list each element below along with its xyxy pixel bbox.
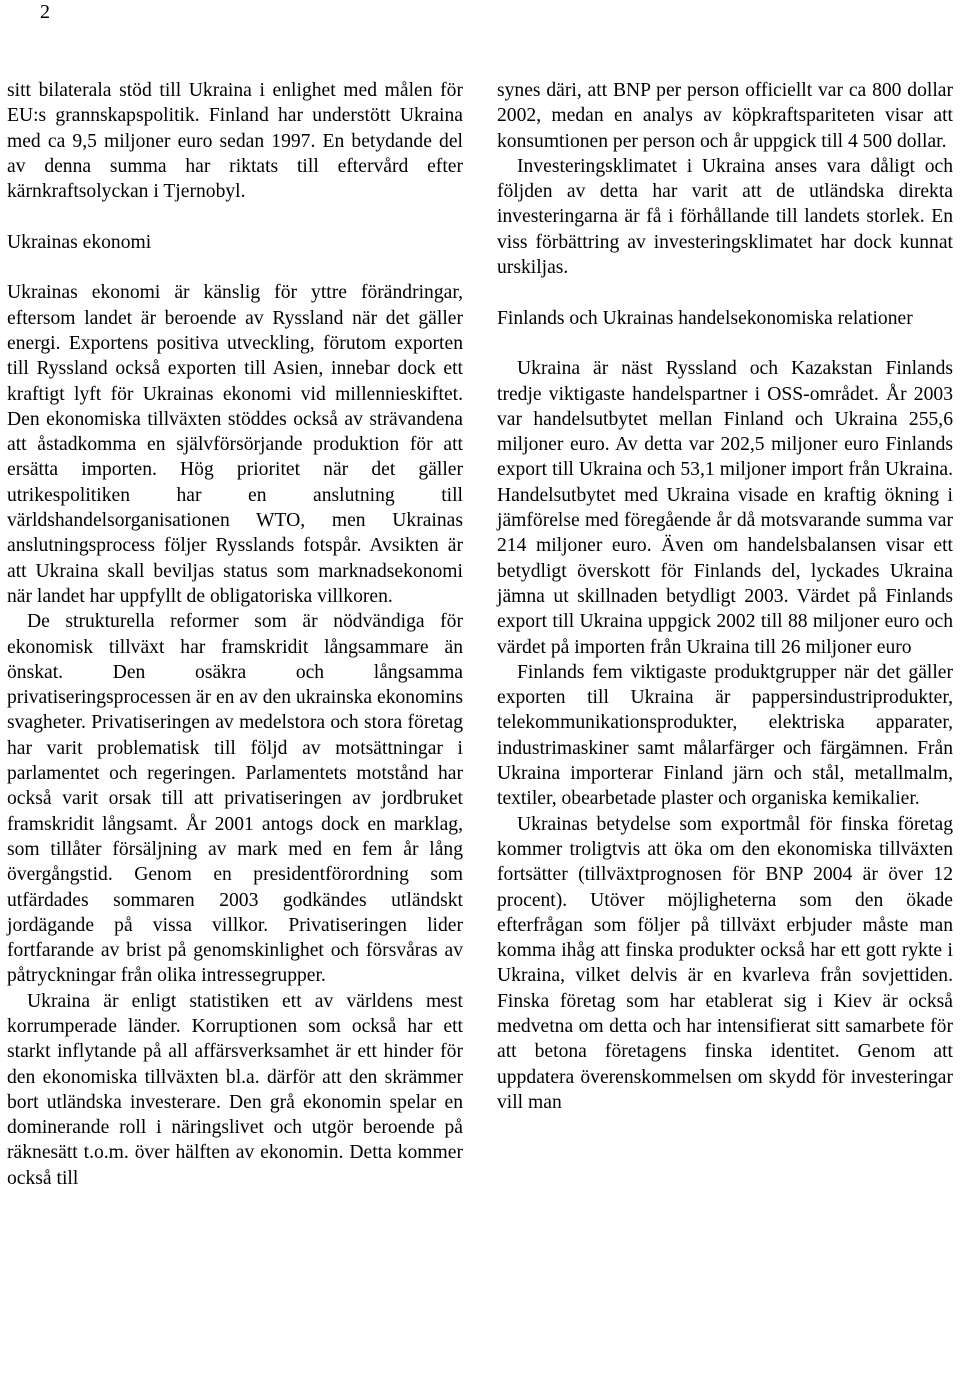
paragraph-product-groups: Finlands fem viktigaste produktgrupper när det gäller exporten till Ukraina är pappersindustriprodukter, telekommunikationsprodukter, elektriska apparater, industrimaskiner samt målarfärger och färgämnen. Från Ukraina importerar Finland järn och stål, metallmalm, textiler, obearbetade plaster och organiska kemikalier.: [497, 661, 953, 810]
paragraph-corruption: Ukraina är enligt statistiken ett av världens mest korrumperade länder. Korruptionen som också har ett starkt inflytande på all affärsverksamhet är ett hinder för den ekonomiska tillväxten bl.a. därför att den skrämmer bort utländska investerare. Den grå ekonomin spelar en dominerande roll i näringslivet och utgör beroende på räknesätt t.o.m. över hälften av ekonomin. Detta kommer också till: [7, 990, 463, 1189]
paragraph-bilateral-support: sitt bilaterala stöd till Ukraina i enlighet med målen för EU:s grannskapspolitik. Finland har understött Ukraina med ca 9,5 miljoner euro sedan 1997. En betydande del av denna summa har riktats till eftervård efter kärnkraftsolyckan i Tjernobyl.: [7, 80, 463, 203]
paragraph-export-significance: Ukrainas betydelse som exportmål för finska företag kommer troligtvis att öka om den ekonomiska tillväxten fortsätter (tillväxtprognosen för BNP 2004 är över 12 procent). Utöver möjligheterna som den ökade efterfrågan som följer på tillväxt erbjuder måste man komma ihåg att finska produkter också har ett gott rykte i Ukraina, vilket delvis är en kvarleva från sovjettiden. Finska företag som har etablerat sig i Kiev är också medvetna om detta och har intensifierat sitt samarbete för att betona företagens finska identitet. Genom att uppdatera överenskommelsen om skydd för investeringar vill man: [497, 813, 953, 1113]
page-number: 2: [40, 1, 50, 23]
paragraph-trade-partner: Ukraina är näst Ryssland och Kazakstan Finlands tredje viktigaste handelspartner i OSS-området. År 2003 var handelsutbytet mellan Finland och Ukraina 255,6 miljoner euro. Av detta var 202,5 miljoner euro Finlands export till Ukraina och 53,1 miljoner import från Ukraina. Handelsutbytet med Ukraina visade en kraftig ökning i jämförelse med föregående år då motsvarande summa var 214 miljoner euro. Även om handelsbalansen visar ett betydligt överskott för Finlands del, lyckades Ukraina jämna ut skillnaden betydligt 2003. Värdet på Finlands export till Ukraina uppgick 2002 till 88 miljoner euro och värdet på importen från Ukraina till 26 miljoner euro: [497, 358, 953, 658]
paragraph-structural-reforms: De strukturella reformer som är nödvändiga för ekonomisk tillväxt har framskridit långsammare än önskat. Den osäkra och långsamma privatiseringsprocessen är en av den ukrainska ekonomins svagheter. Privatiseringen av medelstora och stora företag har varit problematisk till följd av motsättningar i parlamentet och regeringen. Parlamentets motstånd har också varit orsak till att privatiseringen av jordbruket framskridit långsamt. År 2001 antogs dock en marklag, som tillåter försäljning av mark med en fem år lång övergångstid. Genom en presidentförordning som utfärdades sommaren 2003 godkändes utländskt jordägande på vissa villkor. Privatiseringen lider fortfarande av brist på genomskinlighet och försvåras av påtryckningar från olika intressegrupper.: [7, 611, 463, 987]
right-column: [497, 78, 953, 1115]
paragraph-investment-climate: Investeringsklimatet i Ukraina anses vara dåligt och följden av detta har varit att de utländska direkta investeringarna är få i förhållande till landets storlek. En viss förbättring av investeringsklimatet har dock kunnat urskiljas.: [497, 155, 953, 279]
paragraph-economy-sensitivity: Ukrainas ekonomi är känslig för yttre förändringar, eftersom landet är beroende av Ryssland när det gäller energi. Exportens positiva utveckling, förutom exporten till Ryssland också exporten till Asien, innebar dock ett kraftigt lyft för Ukrainas ekonomi vid millennieskiftet. Den ekonomiska tillväxten stöddes också av strävandena att åstadkomma en självförsörjande produktion för att ersätta importen. Hög prioritet när det gäller utrikespolitiken har en anslutning till världshandelsorganisationen WTO, men Ukrainas anslutningsprocess följer Rysslands fotspår. Avsikten är att Ukraina skall beviljas status som marknadsekonomi när landet har uppfyllt de obligatoriska villkoren.: [7, 282, 463, 607]
section-heading-economy: Ukrainas ekonomi: [7, 231, 152, 253]
left-column: [7, 78, 463, 1191]
paragraph-gdp-per-person: synes däri, att BNP per person officiellt var ca 800 dollar 2002, medan en analys av köpkraftspariteten visar att konsumtionen per person och år uppgick till 4 500 dollar.: [497, 80, 953, 152]
section-heading-trade-relations: Finlands och Ukrainas handelsekonomiska relationer: [497, 307, 913, 329]
